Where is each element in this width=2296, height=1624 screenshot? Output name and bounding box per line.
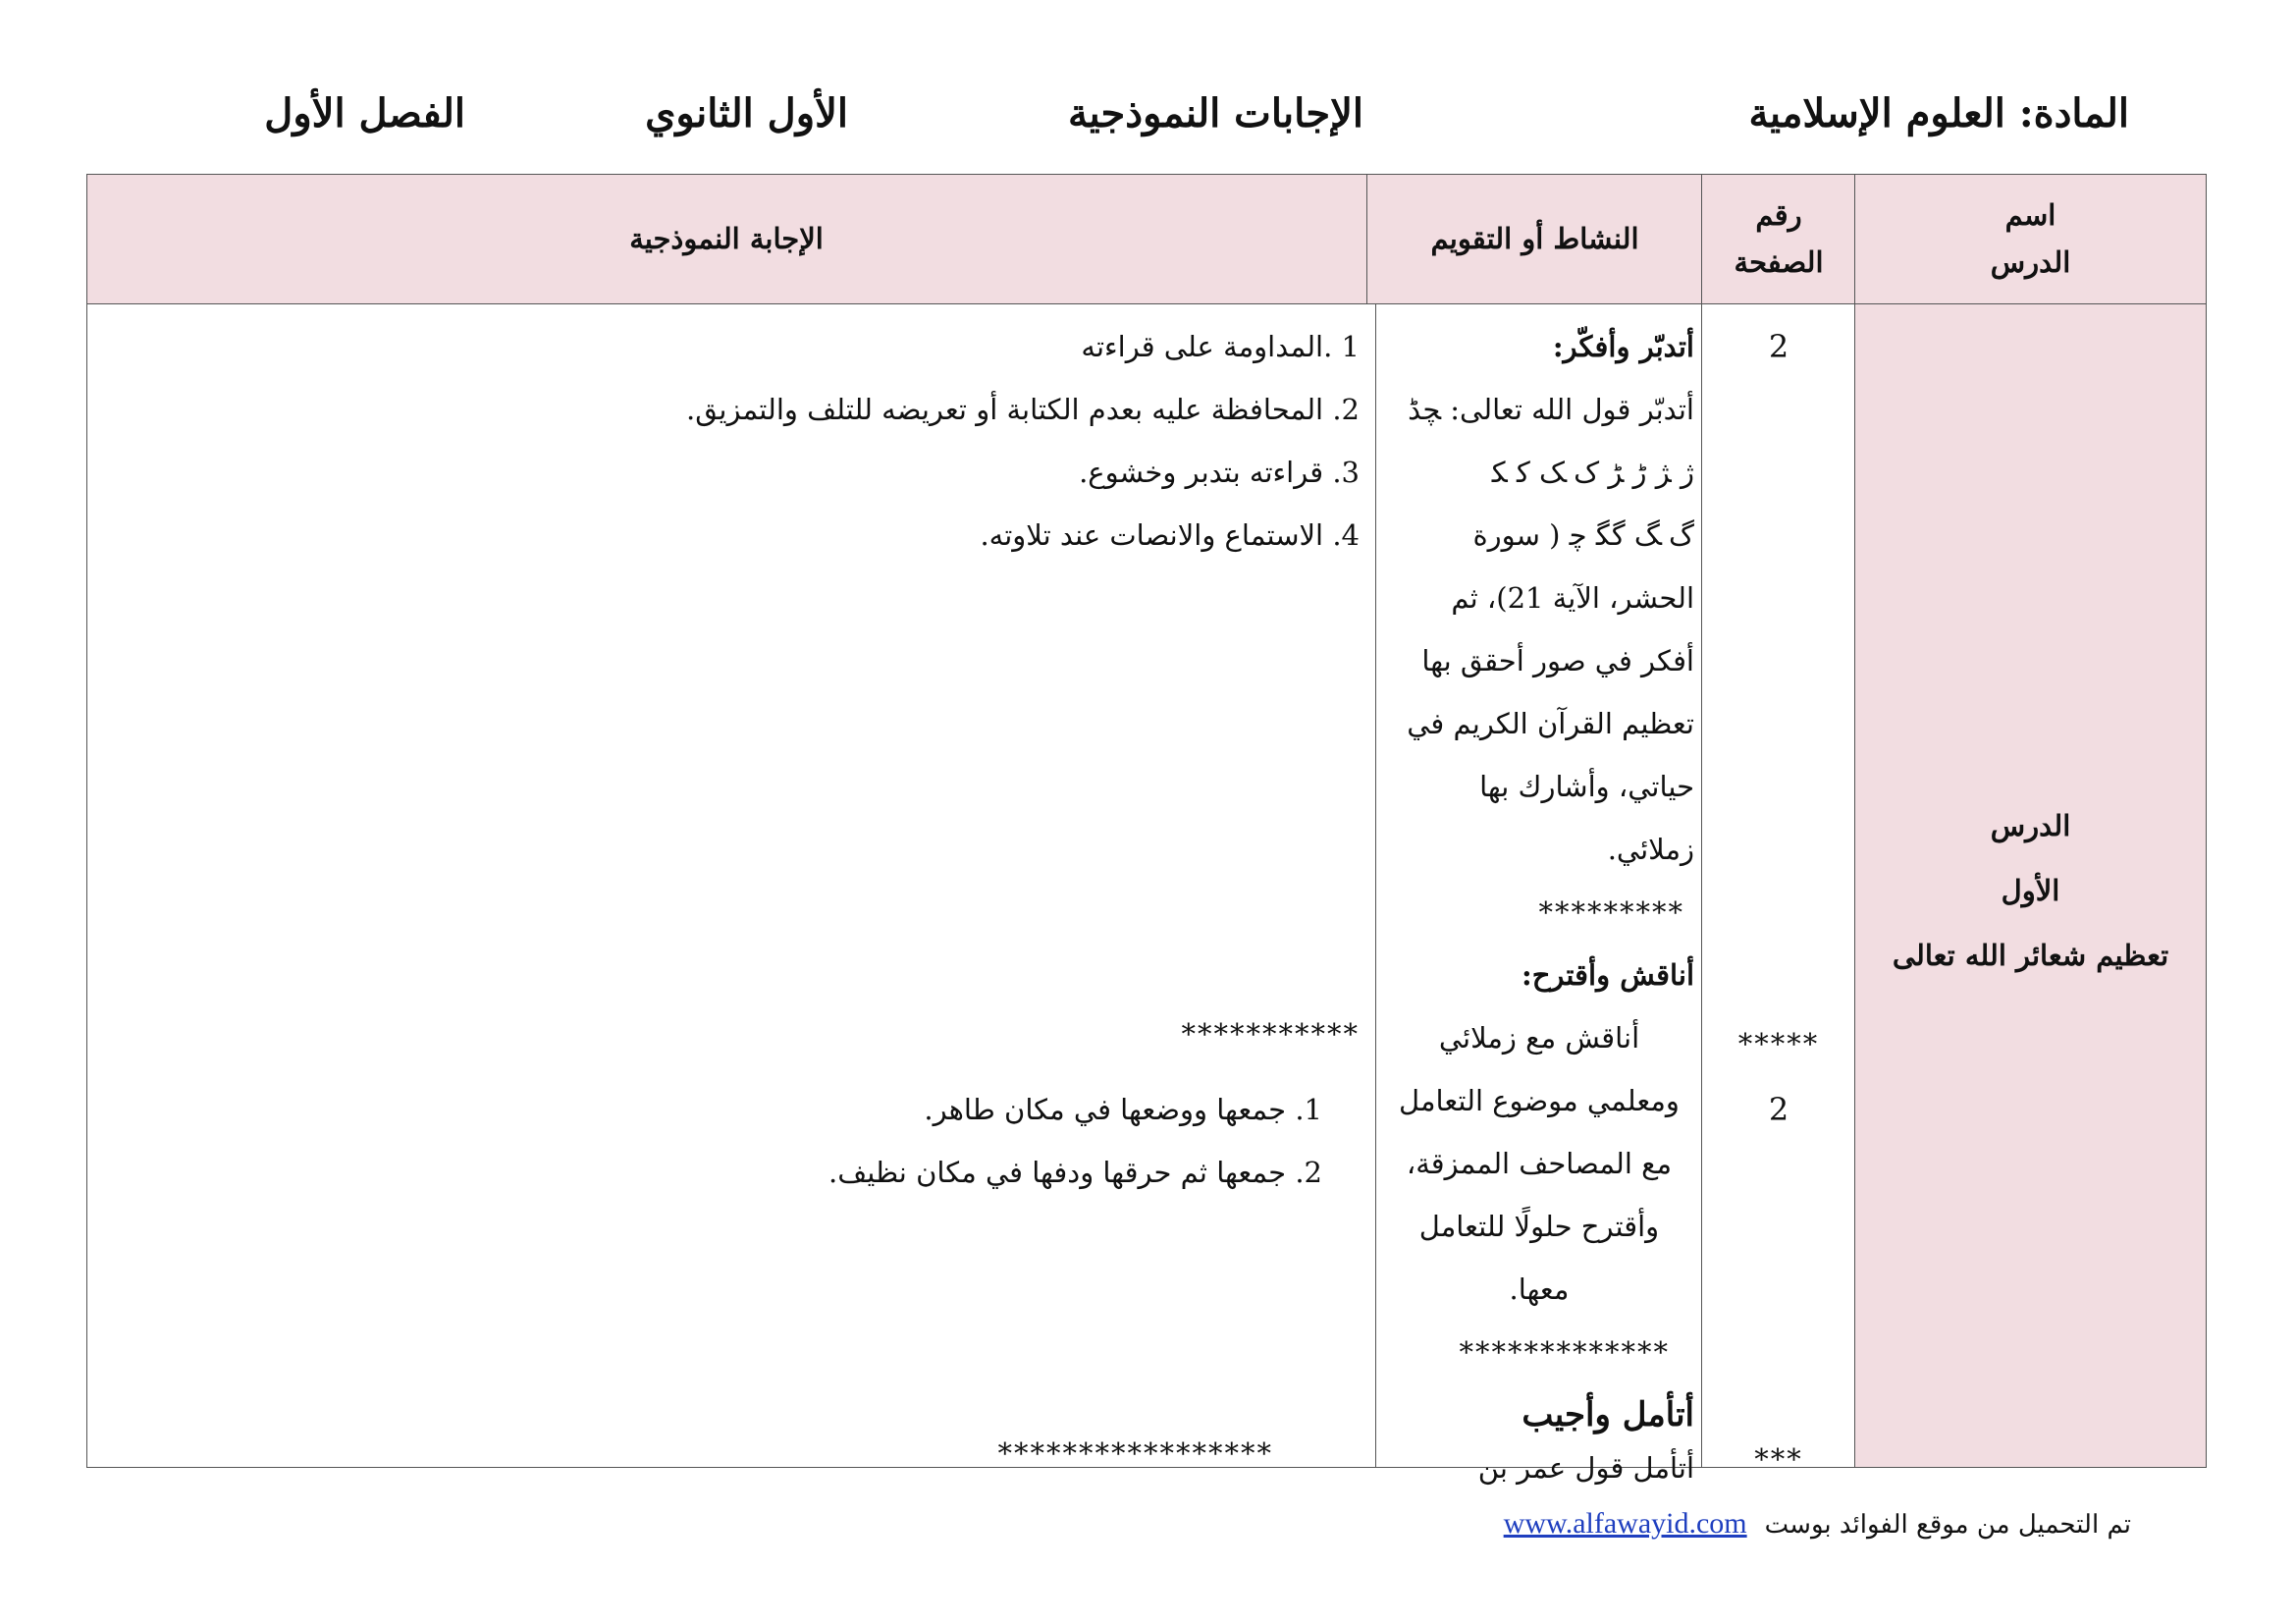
- page-number: 2: [1768, 1091, 1789, 1128]
- separator: *************: [1459, 1335, 1670, 1369]
- activity-text-line: مع المصاحف الممزقة،: [1406, 1147, 1673, 1180]
- activity-title: أتأمل وأجيب: [1522, 1395, 1694, 1435]
- lesson-title: الدرس الأول تعظيم شعائر الله تعالى: [1892, 809, 2169, 972]
- page-number: 2: [1768, 328, 1789, 365]
- answer-item: 4. الاستماع والانصات عند تلاوته.: [980, 518, 1360, 552]
- separator: *********: [1538, 895, 1684, 929]
- header-page-number: رقم الصفحة: [1734, 198, 1824, 279]
- activity-text-line: ﮊ ﮋ ﮌ ﮍ ﮎ ﮏ ﮐ ﮑ: [1491, 456, 1694, 489]
- activity-text-line: ومعلمي موضوع التعامل: [1399, 1084, 1680, 1117]
- activity-text-line: أفكر في صور أحقق بها: [1421, 644, 1694, 677]
- header-activity: النشاط أو التقويم: [1430, 222, 1639, 256]
- page-header: [0, 90, 2296, 159]
- activity-text-line: ﮒ ﮓ ﮔﮕ ﭼ ( سورة: [1472, 518, 1694, 552]
- document-title: الإجابات النموذجية: [1068, 90, 1363, 136]
- answer-item: 3. قراءته بتدبر وخشوع.: [1079, 456, 1360, 489]
- activity-text-line: أناقش مع زملائي: [1438, 1021, 1640, 1055]
- activity-title: أناقش وأقترح:: [1522, 958, 1694, 992]
- activity-text-line: أتأمل قول عمر بن: [1477, 1451, 1694, 1485]
- answer-item: 1 .المداومة على قراءته: [1081, 330, 1360, 363]
- activity-text-line: حياتي، وأشارك بها: [1479, 770, 1694, 803]
- activity-text-line: الحشر، الآية 21)، ثم: [1451, 581, 1694, 615]
- activity-cell: [1364, 315, 1694, 1489]
- separator: *****************: [997, 1436, 1273, 1470]
- header-model-answer: الإجابة النموذجية: [629, 222, 824, 256]
- header-lesson-name: اسم الدرس: [1990, 198, 2071, 279]
- subject-title: المادة: العلوم الإسلامية: [1748, 90, 2129, 136]
- activity-text-line: زملائي.: [1607, 833, 1694, 866]
- activity-text-line: تعظيم القرآن الكريم في: [1407, 707, 1694, 740]
- separator: ***: [1754, 1442, 1803, 1476]
- page-footer: [1504, 1507, 2131, 1541]
- website-link[interactable]: www.alfawayid.com: [1503, 1507, 1747, 1540]
- answers-group-2: [828, 1078, 1322, 1204]
- answer-item: 2. جمعها ثم حرقها ودفها في مكان نظيف.: [828, 1156, 1322, 1189]
- activity-title: أتدبّر وأفكّر:: [1552, 330, 1694, 363]
- answer-item: 2. المحافظة عليه بعدم الكتابة أو تعريضه للتلف والتمزيق.: [686, 393, 1360, 426]
- separator: ***********: [1181, 1017, 1360, 1051]
- grade-label: الأول الثانوي: [645, 90, 848, 136]
- separator: *****: [1737, 1027, 1820, 1060]
- footer-note: تم التحميل من موقع الفوائد بوست: [1764, 1510, 2131, 1540]
- activity-text-line: معها.: [1509, 1272, 1570, 1306]
- answers-group-1: [686, 315, 1360, 567]
- activity-text-line: وأقترح حلولًا للتعامل: [1418, 1210, 1660, 1243]
- activity-text-line: أتدبّر قول الله تعالى: ﭽﮉ: [1408, 393, 1694, 426]
- answer-item: 1. جمعها ووضعها في مكان طاهر.: [924, 1093, 1322, 1126]
- answers-table: [86, 174, 2207, 1485]
- term-label: الفصل الأول: [264, 90, 465, 136]
